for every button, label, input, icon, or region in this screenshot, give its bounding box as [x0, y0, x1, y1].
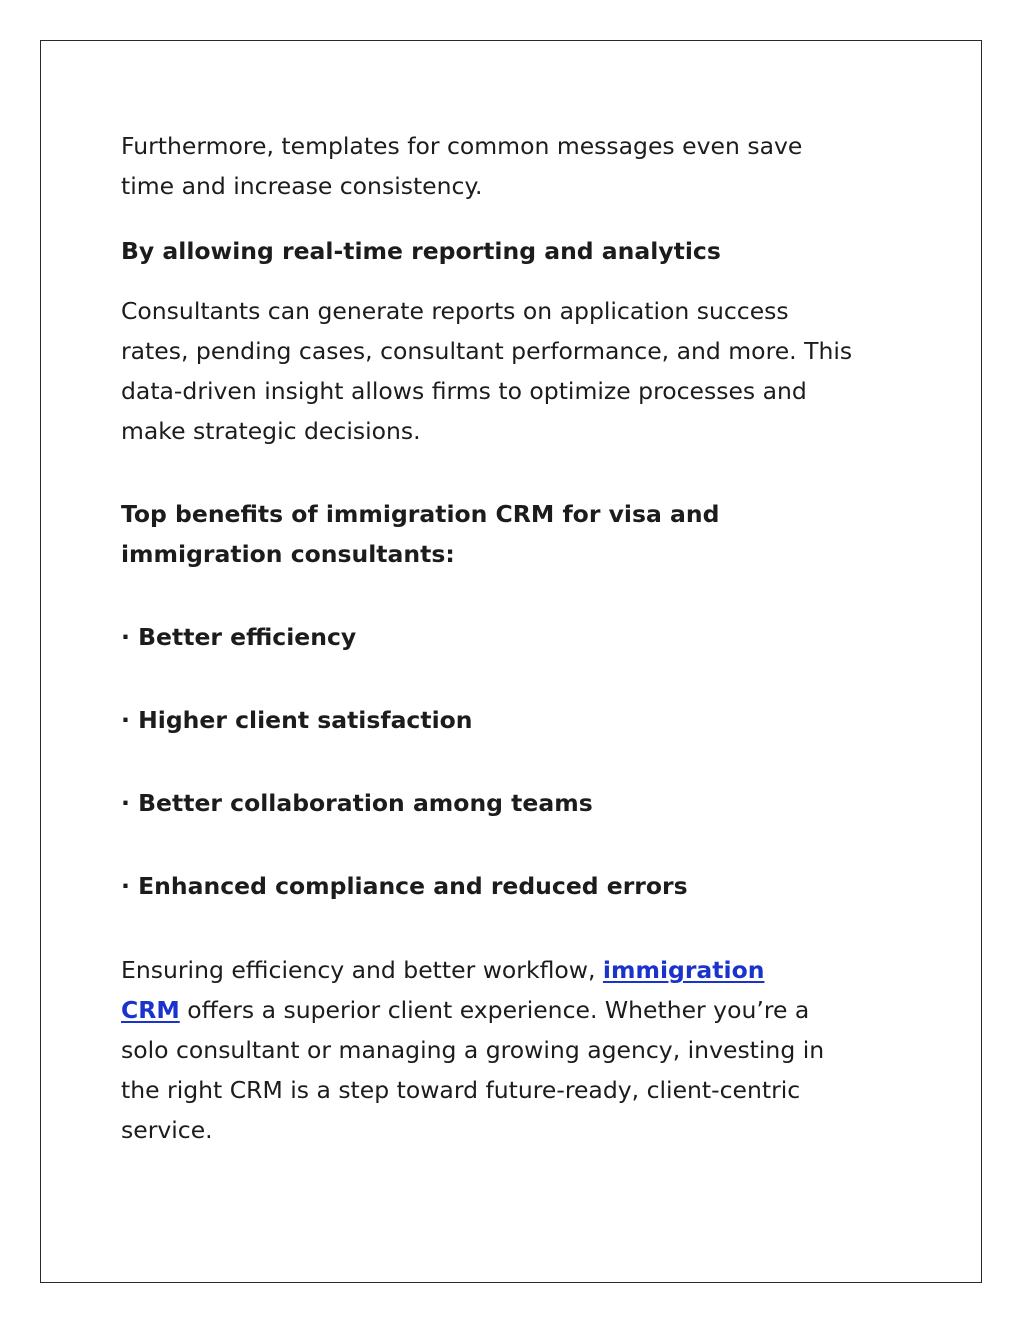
reporting-paragraph [121, 291, 921, 451]
reporting-line-2: rates, pending cases, consultant performance, and more. This [121, 337, 853, 365]
reporting-line-3: data-driven insight allows firms to optimize processes and [121, 377, 807, 405]
benefit-item [121, 617, 921, 657]
link-text-part-1[interactable]: immigration [602, 956, 765, 984]
link-text-part-2[interactable]: CRM [121, 996, 180, 1024]
benefit-label: Better efficiency [138, 623, 357, 651]
closing-line-5: service. [121, 1116, 213, 1144]
benefit-label: Enhanced compliance and reduced errors [138, 872, 688, 900]
closing-line-3: solo consultant or managing a growing agency, investing in [121, 1036, 825, 1064]
closing-line-4: the right CRM is a step toward future-ready, client-centric [121, 1076, 801, 1104]
intro-line-2: time and increase consistency. [121, 172, 483, 200]
bullet-icon: · [121, 872, 130, 900]
benefit-item [121, 700, 921, 740]
benefits-heading [121, 494, 921, 574]
closing-line-1: Ensuring efficiency and better workflow, [121, 956, 603, 984]
benefit-label: Higher client satisfaction [138, 706, 473, 734]
bullet-icon: · [121, 623, 130, 651]
benefit-item [121, 866, 921, 906]
benefit-item [121, 783, 921, 823]
reporting-line-1: Consultants can generate reports on application success [121, 297, 789, 325]
bullet-icon: · [121, 789, 130, 817]
benefit-label: Better collaboration among teams [138, 789, 593, 817]
closing-line-2: offers a superior client experience. Whether you’re a [179, 996, 810, 1024]
closing-paragraph [121, 950, 921, 1150]
intro-line-1: Furthermore, templates for common messages even save [121, 132, 803, 160]
reporting-line-4: make strategic decisions. [121, 417, 421, 445]
benefits-heading-line-1: Top benefits of immigration CRM for visa and [121, 500, 720, 528]
intro-paragraph [121, 126, 921, 206]
bullet-icon: · [121, 706, 130, 734]
benefits-heading-line-2: immigration consultants: [121, 540, 455, 568]
reporting-heading: By allowing real-time reporting and analytics [121, 237, 721, 265]
